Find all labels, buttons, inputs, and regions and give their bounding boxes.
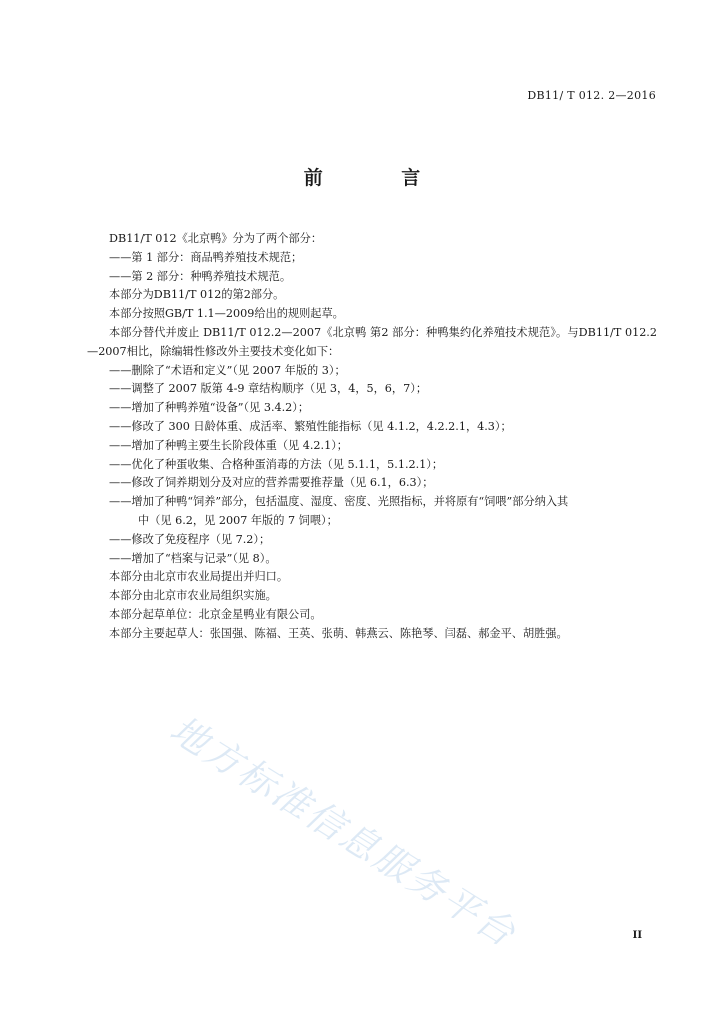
list-item: ——修改了 300 日龄体重、成活率、繁殖性能指标（见 4.1.2，4.2.2.1，4.3）； — [109, 419, 512, 433]
list-item: ——修改了饲养期划分及对应的营养需要推荐量（见 6.1，6.3）； — [109, 476, 434, 490]
list-item: ——调整了 2007 版第 4-9 章结构顺序（见 3，4，5，6，7）； — [109, 382, 428, 396]
list-item: ——第 1 部分：商品鸭养殖技术规范； — [109, 250, 303, 264]
paragraph: 本部分替代并废止 DB11/T 012.2—2007《北京鸭 第2 部分：种鸭集约化养殖技术规范》。与DB11/T 012.2—2007相比，除编辑性修改外主要技术变化如下： — [87, 325, 657, 358]
page-number: II — [632, 930, 642, 941]
paragraph: 本部分主要起草人：张国强、陈福、王英、张萌、韩燕云、陈艳琴、闫磊、郝金平、胡胜强。 — [109, 626, 568, 640]
paragraph: 本部分由北京市农业局组织实施。 — [109, 589, 277, 603]
paragraph: 本部分起草单位：北京金星鸭业有限公司。 — [109, 607, 322, 621]
list-item: ——增加了种鸭养殖“设备”（见 3.4.2）； — [109, 401, 310, 415]
watermark: 地方标准信息服务平台 — [162, 707, 525, 957]
list-item: ——第 2 部分：种鸭养殖技术规范。 — [109, 269, 292, 283]
paragraph: 本部分按照GB/T 1.1—2009给出的规则起草。 — [109, 307, 344, 321]
list-item: ——增加了“档案与记录”（见 8）。 — [109, 551, 277, 565]
page-title: 前 言 — [303, 167, 457, 189]
list-item: ——增加了种鸭主要生长阶段体重（见 4.2.1）； — [109, 438, 348, 452]
paragraph: 本部分由北京市农业局提出并归口。 — [109, 570, 289, 584]
list-item: ——增加了种鸭“饲养”部分，包括温度、湿度、密度、光照指标，并将原有“饲喂”部分纳入其 — [109, 495, 569, 509]
list-item-continuation: 中（见 6.2，见 2007 年版的 7 饲喂）； — [138, 513, 338, 527]
list-item: ——优化了种蛋收集、合格种蛋消毒的方法（见 5.1.1，5.1.2.1）； — [109, 457, 444, 471]
list-item: ——修改了免疫程序（见 7.2）； — [109, 532, 271, 546]
paragraph: DB11/T 012《北京鸭》分为了两个部分： — [109, 232, 323, 245]
preface-body — [87, 230, 657, 644]
paragraph: 本部分为DB11/T 012的第2部分。 — [109, 288, 285, 302]
standard-code: DB11/ T 012. 2—2016 — [527, 89, 656, 102]
list-item: ——删除了“术语和定义”（见 2007 年版的 3）； — [109, 363, 346, 377]
